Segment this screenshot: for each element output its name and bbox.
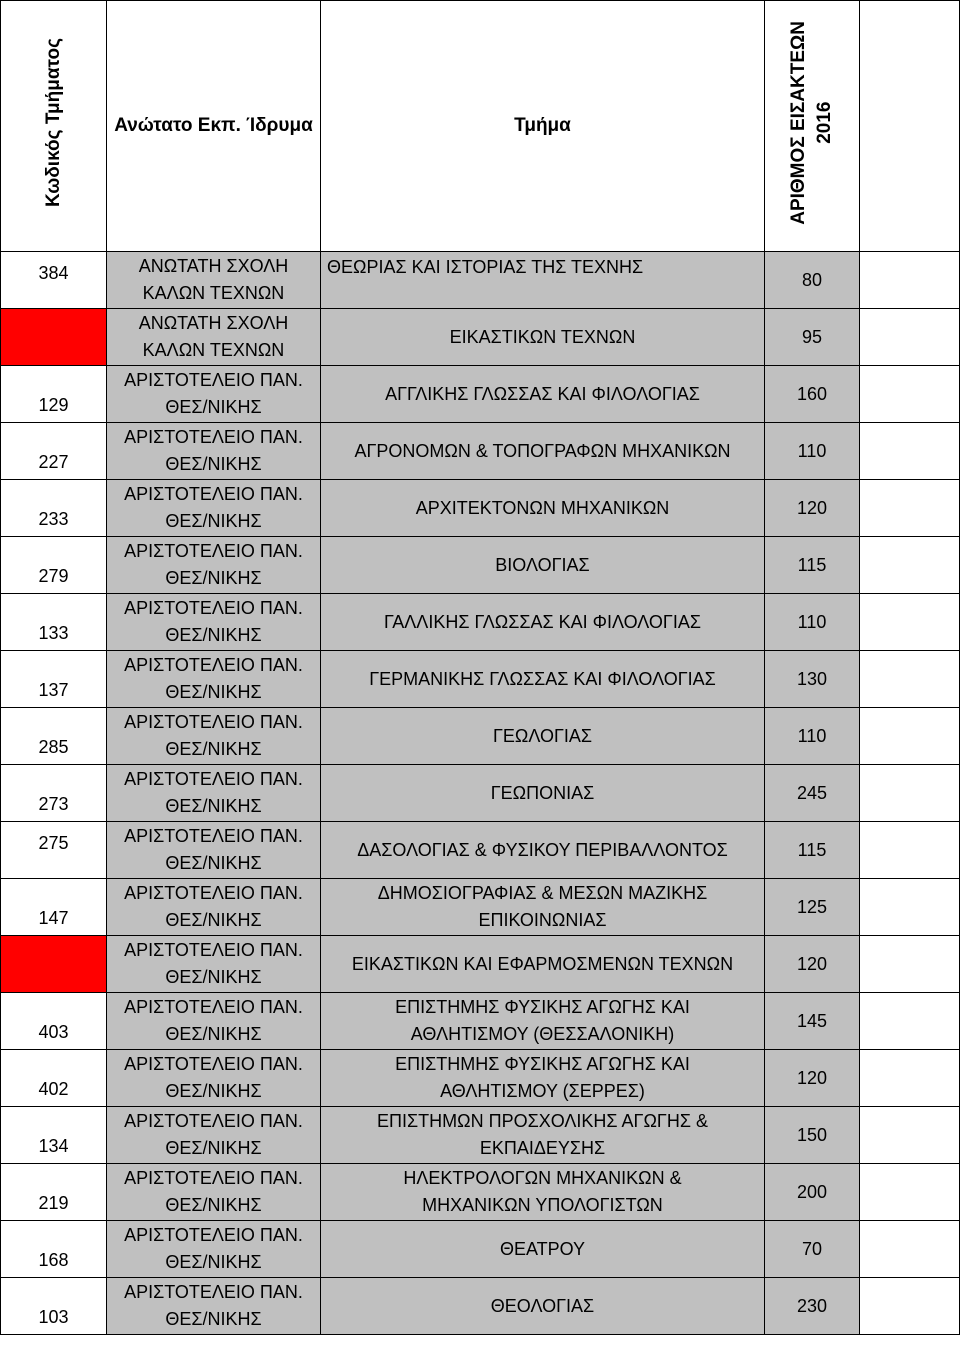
cell-institution: ΑΡΙΣΤΟΤΕΛΕΙΟ ΠΑΝ. ΘΕΣ/ΝΙΚΗΣ (107, 822, 321, 879)
cell-institution: ΑΡΙΣΤΟΤΕΛΕΙΟ ΠΑΝ. ΘΕΣ/ΝΙΚΗΣ (107, 1164, 321, 1221)
cell-blank (860, 651, 960, 708)
cell-admitted: 160 (765, 366, 860, 423)
cell-blank (860, 993, 960, 1050)
header-code: Κωδικός Τμήματος (1, 1, 107, 252)
cell-blank (860, 708, 960, 765)
cell-department: ΒΙΟΛΟΓΙΑΣ (321, 537, 765, 594)
cell-code: 403 (1, 993, 107, 1050)
cell-institution: ΑΡΙΣΤΟΤΕΛΕΙΟ ΠΑΝ. ΘΕΣ/ΝΙΚΗΣ (107, 1107, 321, 1164)
cell-department: ΓΑΛΛΙΚΗΣ ΓΛΩΣΣΑΣ ΚΑΙ ΦΙΛΟΛΟΓΙΑΣ (321, 594, 765, 651)
cell-code: 103 (1, 1278, 107, 1335)
cell-department: ΔΗΜΟΣΙΟΓΡΑΦΙΑΣ & ΜΕΣΩΝ ΜΑΖΙΚΗΣ ΕΠΙΚΟΙΝΩΝΙΑΣ (321, 879, 765, 936)
cell-blank (860, 537, 960, 594)
cell-admitted: 115 (765, 537, 860, 594)
cell-institution: ΑΡΙΣΤΟΤΕΛΕΙΟ ΠΑΝ. ΘΕΣ/ΝΙΚΗΣ (107, 1050, 321, 1107)
cell-blank (860, 480, 960, 537)
cell-code: 134 (1, 1107, 107, 1164)
cell-institution: ΑΡΙΣΤΟΤΕΛΕΙΟ ΠΑΝ. ΘΕΣ/ΝΙΚΗΣ (107, 651, 321, 708)
cell-department: ΑΓΓΛΙΚΗΣ ΓΛΩΣΣΑΣ ΚΑΙ ΦΙΛΟΛΟΓΙΑΣ (321, 366, 765, 423)
cell-admitted: 120 (765, 1050, 860, 1107)
table-row (1, 366, 960, 423)
cell-code: 275 (1, 822, 107, 879)
table-row (1, 993, 960, 1050)
cell-institution: ΑΡΙΣΤΟΤΕΛΕΙΟ ΠΑΝ. ΘΕΣ/ΝΙΚΗΣ (107, 480, 321, 537)
cell-admitted: 110 (765, 708, 860, 765)
table-row (1, 423, 960, 480)
header-department: Τμήμα (321, 1, 765, 252)
cell-admitted: 200 (765, 1164, 860, 1221)
cell-admitted: 110 (765, 594, 860, 651)
table-row (1, 822, 960, 879)
cell-department: ΕΠΙΣΤΗΜΗΣ ΦΥΣΙΚΗΣ ΑΓΩΓΗΣ ΚΑΙ ΑΘΛΗΤΙΣΜΟΥ (ΘΕΣΣΑΛΟΝΙΚΗ) (321, 993, 765, 1050)
header-row (1, 1, 960, 252)
cell-admitted: 150 (765, 1107, 860, 1164)
cell-admitted: 120 (765, 480, 860, 537)
table-row (1, 480, 960, 537)
table-row (1, 1164, 960, 1221)
cell-blank (860, 1164, 960, 1221)
table-row (1, 1221, 960, 1278)
cell-code: 233 (1, 480, 107, 537)
cell-code: 227 (1, 423, 107, 480)
cell-blank (860, 423, 960, 480)
cell-admitted: 115 (765, 822, 860, 879)
cell-department: ΕΠΙΣΤΗΜΗΣ ΦΥΣΙΚΗΣ ΑΓΩΓΗΣ ΚΑΙ ΑΘΛΗΤΙΣΜΟΥ (ΣΕΡΡΕΣ) (321, 1050, 765, 1107)
cell-department: ΘΕΟΛΟΓΙΑΣ (321, 1278, 765, 1335)
table-row (1, 252, 960, 309)
cell-code (1, 936, 107, 993)
table-row (1, 594, 960, 651)
table-row (1, 1278, 960, 1335)
table-row (1, 1050, 960, 1107)
cell-department: ΔΑΣΟΛΟΓΙΑΣ & ΦΥΣΙΚΟΥ ΠΕΡΙΒΑΛΛΟΝΤΟΣ (321, 822, 765, 879)
cell-blank (860, 594, 960, 651)
cell-institution: ΑΡΙΣΤΟΤΕΛΕΙΟ ΠΑΝ. ΘΕΣ/ΝΙΚΗΣ (107, 1221, 321, 1278)
cell-admitted: 80 (765, 252, 860, 309)
cell-institution: ΑΡΙΣΤΟΤΕΛΕΙΟ ΠΑΝ. ΘΕΣ/ΝΙΚΗΣ (107, 708, 321, 765)
cell-institution: ΑΡΙΣΤΟΤΕΛΕΙΟ ΠΑΝ. ΘΕΣ/ΝΙΚΗΣ (107, 765, 321, 822)
table-row (1, 651, 960, 708)
cell-institution: ΑΡΙΣΤΟΤΕΛΕΙΟ ΠΑΝ. ΘΕΣ/ΝΙΚΗΣ (107, 423, 321, 480)
cell-blank (860, 765, 960, 822)
cell-department: ΑΡΧΙΤΕΚΤΟΝΩΝ ΜΗΧΑΝΙΚΩΝ (321, 480, 765, 537)
cell-admitted: 120 (765, 936, 860, 993)
table-row (1, 1107, 960, 1164)
cell-blank (860, 822, 960, 879)
cell-institution: ΑΡΙΣΤΟΤΕΛΕΙΟ ΠΑΝ. ΘΕΣ/ΝΙΚΗΣ (107, 594, 321, 651)
header-blank (860, 1, 960, 252)
cell-blank (860, 309, 960, 366)
cell-department: ΘΕΩΡΙΑΣ ΚΑΙ ΙΣΤΟΡΙΑΣ ΤΗΣ ΤΕΧΝΗΣ (321, 252, 765, 309)
cell-admitted: 125 (765, 879, 860, 936)
header-institution: Ανώτατο Εκπ. Ίδρυμα (107, 1, 321, 252)
cell-department: ΗΛΕΚΤΡΟΛΟΓΩΝ ΜΗΧΑΝΙΚΩΝ & ΜΗΧΑΝΙΚΩΝ ΥΠΟΛΟΓΙΣΤΩΝ (321, 1164, 765, 1221)
cell-blank (860, 366, 960, 423)
cell-code: 219 (1, 1164, 107, 1221)
cell-code: 129 (1, 366, 107, 423)
cell-code: 147 (1, 879, 107, 936)
table-row (1, 765, 960, 822)
cell-code: 137 (1, 651, 107, 708)
table-row (1, 879, 960, 936)
cell-admitted: 130 (765, 651, 860, 708)
cell-blank (860, 1107, 960, 1164)
cell-blank (860, 936, 960, 993)
cell-institution: ΑΡΙΣΤΟΤΕΛΕΙΟ ΠΑΝ. ΘΕΣ/ΝΙΚΗΣ (107, 993, 321, 1050)
cell-admitted: 95 (765, 309, 860, 366)
table-row (1, 537, 960, 594)
cell-code: 133 (1, 594, 107, 651)
cell-institution: ΑΡΙΣΤΟΤΕΛΕΙΟ ΠΑΝ. ΘΕΣ/ΝΙΚΗΣ (107, 1278, 321, 1335)
cell-admitted: 145 (765, 993, 860, 1050)
cell-code: 279 (1, 537, 107, 594)
cell-department: ΕΙΚΑΣΤΙΚΩΝ ΤΕΧΝΩΝ (321, 309, 765, 366)
header-admitted: ΑΡΙΘΜΟΣ ΕΙΣΑΚΤΕΩΝ 2016 (765, 1, 860, 252)
cell-institution: ΑΡΙΣΤΟΤΕΛΕΙΟ ΠΑΝ. ΘΕΣ/ΝΙΚΗΣ (107, 537, 321, 594)
cell-department: ΑΓΡΟΝΟΜΩΝ & ΤΟΠΟΓΡΑΦΩΝ ΜΗΧΑΝΙΚΩΝ (321, 423, 765, 480)
cell-blank (860, 1050, 960, 1107)
cell-department: ΘΕΑΤΡΟΥ (321, 1221, 765, 1278)
cell-code: 384 (1, 252, 107, 309)
cell-code (1, 309, 107, 366)
cell-department: ΓΕΩΠΟΝΙΑΣ (321, 765, 765, 822)
table-row (1, 708, 960, 765)
cell-institution: ΑΡΙΣΤΟΤΕΛΕΙΟ ΠΑΝ. ΘΕΣ/ΝΙΚΗΣ (107, 366, 321, 423)
cell-admitted: 110 (765, 423, 860, 480)
cell-admitted: 70 (765, 1221, 860, 1278)
cell-code: 402 (1, 1050, 107, 1107)
cell-institution: ΑΡΙΣΤΟΤΕΛΕΙΟ ΠΑΝ. ΘΕΣ/ΝΙΚΗΣ (107, 879, 321, 936)
cell-admitted: 230 (765, 1278, 860, 1335)
cell-department: ΓΕΡΜΑΝΙΚΗΣ ΓΛΩΣΣΑΣ ΚΑΙ ΦΙΛΟΛΟΓΙΑΣ (321, 651, 765, 708)
cell-blank (860, 252, 960, 309)
cell-blank (860, 1278, 960, 1335)
cell-department: ΕΠΙΣΤΗΜΩΝ ΠΡΟΣΧΟΛΙΚΗΣ ΑΓΩΓΗΣ & ΕΚΠΑΙΔΕΥΣΗΣ (321, 1107, 765, 1164)
cell-department: ΓΕΩΛΟΓΙΑΣ (321, 708, 765, 765)
cell-code: 285 (1, 708, 107, 765)
cell-code: 273 (1, 765, 107, 822)
cell-admitted: 245 (765, 765, 860, 822)
cell-blank (860, 1221, 960, 1278)
cell-department: ΕΙΚΑΣΤΙΚΩΝ ΚΑΙ ΕΦΑΡΜΟΣΜΕΝΩΝ ΤΕΧΝΩΝ (321, 936, 765, 993)
table-row (1, 309, 960, 366)
table-row (1, 936, 960, 993)
cell-blank (860, 879, 960, 936)
cell-code: 168 (1, 1221, 107, 1278)
cell-institution: ΑΝΩΤΑΤΗ ΣΧΟΛΗ ΚΑΛΩΝ ΤΕΧΝΩΝ (107, 309, 321, 366)
cell-institution: ΑΝΩΤΑΤΗ ΣΧΟΛΗ ΚΑΛΩΝ ΤΕΧΝΩΝ (107, 252, 321, 309)
cell-institution: ΑΡΙΣΤΟΤΕΛΕΙΟ ΠΑΝ. ΘΕΣ/ΝΙΚΗΣ (107, 936, 321, 993)
